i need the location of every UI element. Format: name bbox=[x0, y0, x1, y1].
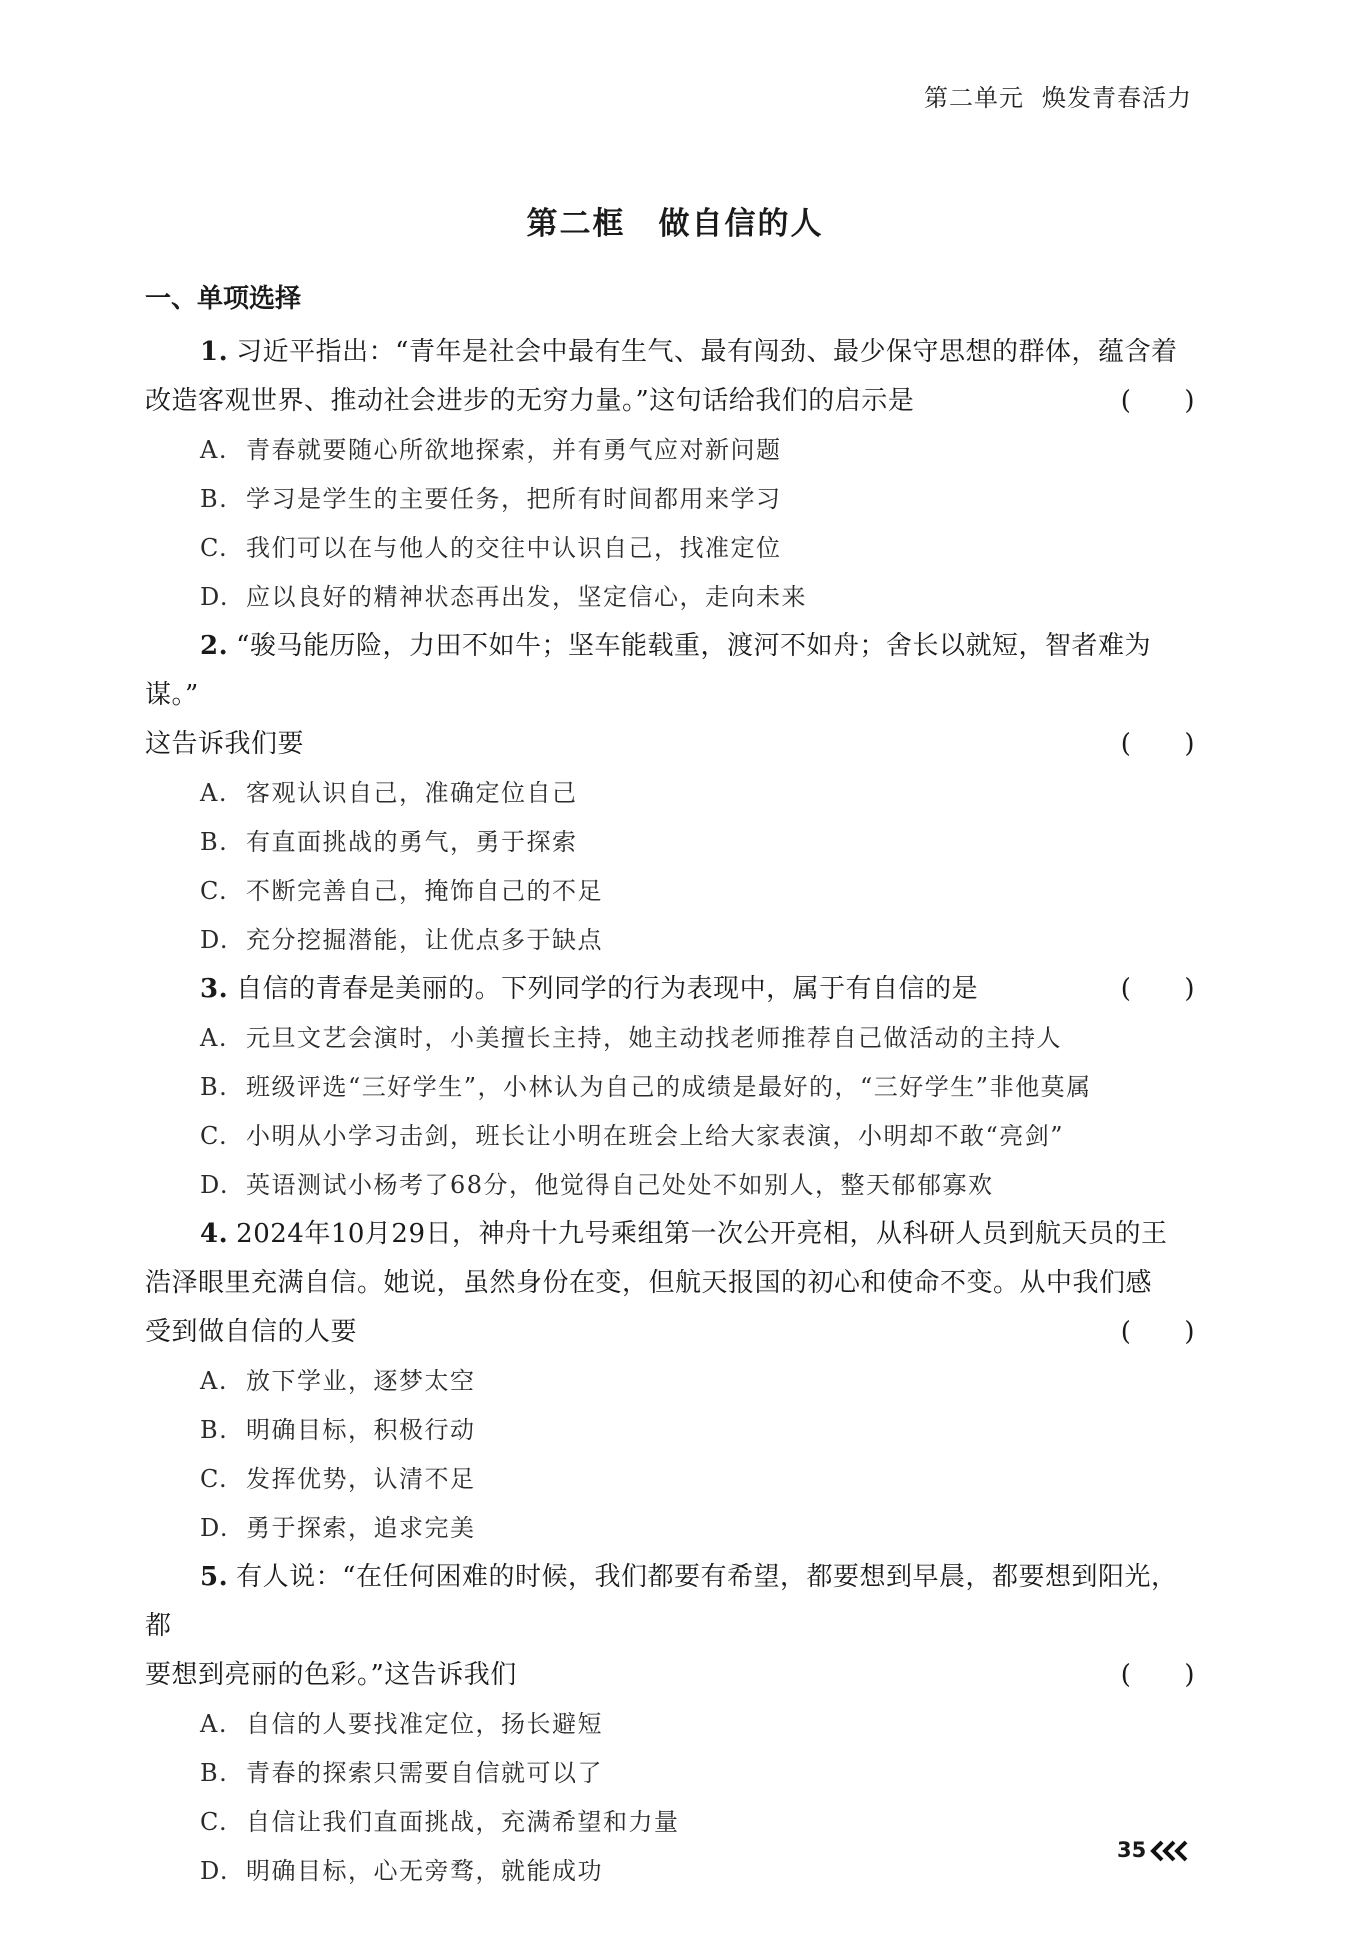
question-stem-line bbox=[145, 1553, 1195, 1651]
answer-option bbox=[145, 1700, 1195, 1749]
question-number: 1. bbox=[200, 337, 229, 367]
option-text: 明确目标，心无旁骛，就能成功 bbox=[246, 1857, 603, 1885]
question bbox=[145, 1210, 1195, 1553]
question-line-text: 有人说：“在任何困难的时候，我们都要有希望，都要想到早晨，都要想到阳光，都 bbox=[145, 1562, 1178, 1641]
answer-blank: ( ) bbox=[1120, 386, 1195, 416]
question-line-text: 受到做自信的人要 bbox=[145, 1317, 358, 1347]
question-line-text: 这告诉我们要 bbox=[145, 729, 305, 759]
question bbox=[145, 965, 1195, 1210]
question-text bbox=[145, 965, 978, 1014]
question-text bbox=[145, 377, 914, 426]
option-letter: D. bbox=[200, 1514, 230, 1542]
option-text: 发挥优势，认清不足 bbox=[246, 1465, 476, 1493]
option-text: 青春的探索只需要自信就可以了 bbox=[246, 1759, 603, 1787]
question-line-text: 要想到亮丽的色彩。”这告诉我们 bbox=[145, 1660, 517, 1690]
question-line-text: 习近平指出：“青年是社会中最有生气、最有闯劲、最少保守思想的群体，蕴含着 bbox=[236, 337, 1178, 367]
option-letter: A. bbox=[200, 436, 228, 464]
question-text bbox=[145, 631, 1151, 710]
option-letter: C. bbox=[200, 1465, 229, 1493]
option-text: 元旦文艺会演时，小美擅长主持，她主动找老师推荐自己做活动的主持人 bbox=[246, 1024, 1062, 1052]
unit-label: 第二单元 bbox=[924, 84, 1024, 112]
option-letter: D. bbox=[200, 1857, 230, 1885]
question-line-text: 浩泽眼里充满自信。她说，虽然身份在变，但航天报国的初心和使命不变。从中我们感 bbox=[145, 1268, 1153, 1298]
question bbox=[145, 328, 1195, 622]
question-text bbox=[145, 1308, 357, 1357]
question-number: 2. bbox=[200, 631, 229, 661]
question-stem-line bbox=[145, 622, 1195, 720]
question-text bbox=[200, 337, 1177, 367]
question-text bbox=[200, 1219, 1168, 1249]
option-text: 放下学业，逐梦太空 bbox=[246, 1367, 476, 1395]
option-text: 班级评选“三好学生”，小林认为自己的成绩是最好的，“三好学生”非他莫属 bbox=[246, 1073, 1092, 1101]
answer-option bbox=[145, 426, 1195, 475]
answer-option bbox=[145, 524, 1195, 573]
question-number: 5. bbox=[200, 1562, 229, 1592]
answer-option bbox=[145, 1847, 1195, 1896]
option-letter: A. bbox=[200, 1710, 228, 1738]
option-text: 英语测试小杨考了68分，他觉得自己处处不如别人，整天郁郁寡欢 bbox=[246, 1171, 994, 1199]
question-stem-line bbox=[145, 1259, 1195, 1308]
question bbox=[145, 1553, 1195, 1896]
unit-title: 焕发青春活力 bbox=[1042, 84, 1192, 112]
answer-option bbox=[145, 916, 1195, 965]
option-letter: B. bbox=[200, 828, 229, 856]
section-title: 一、单项选择 bbox=[145, 284, 302, 314]
option-letter: D. bbox=[200, 583, 230, 611]
question-text bbox=[145, 1268, 1152, 1298]
question-text bbox=[145, 1651, 517, 1700]
answer-blank: ( ) bbox=[1120, 729, 1195, 759]
option-text: 明确目标，积极行动 bbox=[246, 1416, 476, 1444]
option-letter: C. bbox=[200, 877, 229, 905]
option-text: 不断完善自己，掩饰自己的不足 bbox=[246, 877, 603, 905]
answer-option bbox=[145, 1406, 1195, 1455]
question bbox=[145, 622, 1195, 965]
question-number: 3. bbox=[200, 974, 229, 1004]
answer-option bbox=[145, 1749, 1195, 1798]
question-line-text: 自信的青春是美丽的。下列同学的行为表现中，属于有自信的是 bbox=[236, 974, 979, 1004]
answer-option bbox=[145, 867, 1195, 916]
answer-option bbox=[145, 1014, 1195, 1063]
option-text: 勇于探索，追求完美 bbox=[246, 1514, 476, 1542]
question-text bbox=[145, 1562, 1177, 1641]
answer-option bbox=[145, 818, 1195, 867]
answer-blank: ( ) bbox=[1120, 1660, 1195, 1690]
option-letter: B. bbox=[200, 1416, 229, 1444]
option-letter: C. bbox=[200, 1808, 229, 1836]
option-text: 学习是学生的主要任务，把所有时间都用来学习 bbox=[246, 485, 782, 513]
answer-option bbox=[145, 1798, 1195, 1847]
question-text bbox=[145, 720, 304, 769]
option-text: 我们可以在与他人的交往中认识自己，找准定位 bbox=[246, 534, 782, 562]
option-letter: C. bbox=[200, 1122, 229, 1150]
question-stem-line bbox=[145, 1651, 1195, 1700]
question-stem-line bbox=[145, 720, 1195, 769]
answer-option bbox=[145, 573, 1195, 622]
option-text: 青春就要随心所欲地探索，并有勇气应对新问题 bbox=[246, 436, 782, 464]
question-stem-line bbox=[145, 965, 1195, 1014]
option-text: 应以良好的精神状态再出发，坚定信心，走向未来 bbox=[246, 583, 807, 611]
answer-option bbox=[145, 1357, 1195, 1406]
option-letter: B. bbox=[200, 1759, 229, 1787]
answer-option bbox=[145, 1504, 1195, 1553]
option-letter: A. bbox=[200, 1367, 228, 1395]
question-number: 4. bbox=[200, 1219, 229, 1249]
option-letter: C. bbox=[200, 534, 229, 562]
option-text: 小明从小学习击剑，班长让小明在班会上给大家表演，小明却不敢“亮剑” bbox=[246, 1122, 1065, 1150]
option-letter: A. bbox=[200, 779, 228, 807]
question-list bbox=[145, 328, 1195, 1896]
page-title: 第二框 做自信的人 bbox=[526, 206, 824, 242]
option-letter: D. bbox=[200, 1171, 230, 1199]
option-text: 充分挖掘潜能，让优点多于缺点 bbox=[246, 926, 603, 954]
answer-option bbox=[145, 769, 1195, 818]
option-text: 自信的人要找准定位，扬长避短 bbox=[246, 1710, 603, 1738]
answer-blank: ( ) bbox=[1120, 974, 1195, 1004]
question-stem-line bbox=[145, 377, 1195, 426]
page-number: 35 bbox=[1117, 1838, 1147, 1862]
option-letter: B. bbox=[200, 485, 229, 513]
question-line-text: 2024年10月29日，神舟十九号乘组第一次公开亮相，从科研人员到航天员的王 bbox=[236, 1219, 1168, 1249]
answer-option bbox=[145, 1112, 1195, 1161]
option-letter: A. bbox=[200, 1024, 228, 1052]
question-stem-line bbox=[145, 1308, 1195, 1357]
answer-option bbox=[145, 475, 1195, 524]
question-line-text: “骏马能历险，力田不如牛；坚车能载重，渡河不如舟；舍长以就短，智者难为谋。” bbox=[145, 631, 1151, 710]
question-stem-line bbox=[145, 1210, 1195, 1259]
answer-option bbox=[145, 1161, 1195, 1210]
running-header bbox=[924, 78, 1192, 113]
option-text: 客观认识自己，准确定位自己 bbox=[246, 779, 578, 807]
chevron-left-icon bbox=[1150, 1840, 1190, 1862]
question-line-text: 改造客观世界、推动社会进步的无穷力量。”这句话给我们的启示是 bbox=[145, 386, 915, 416]
option-letter: B. bbox=[200, 1073, 229, 1101]
option-text: 有直面挑战的勇气，勇于探索 bbox=[246, 828, 578, 856]
answer-option bbox=[145, 1063, 1195, 1112]
answer-blank: ( ) bbox=[1120, 1317, 1195, 1347]
answer-option bbox=[145, 1455, 1195, 1504]
option-text: 自信让我们直面挑战，充满希望和力量 bbox=[246, 1808, 680, 1836]
question-stem-line bbox=[145, 328, 1195, 377]
option-letter: D. bbox=[200, 926, 230, 954]
